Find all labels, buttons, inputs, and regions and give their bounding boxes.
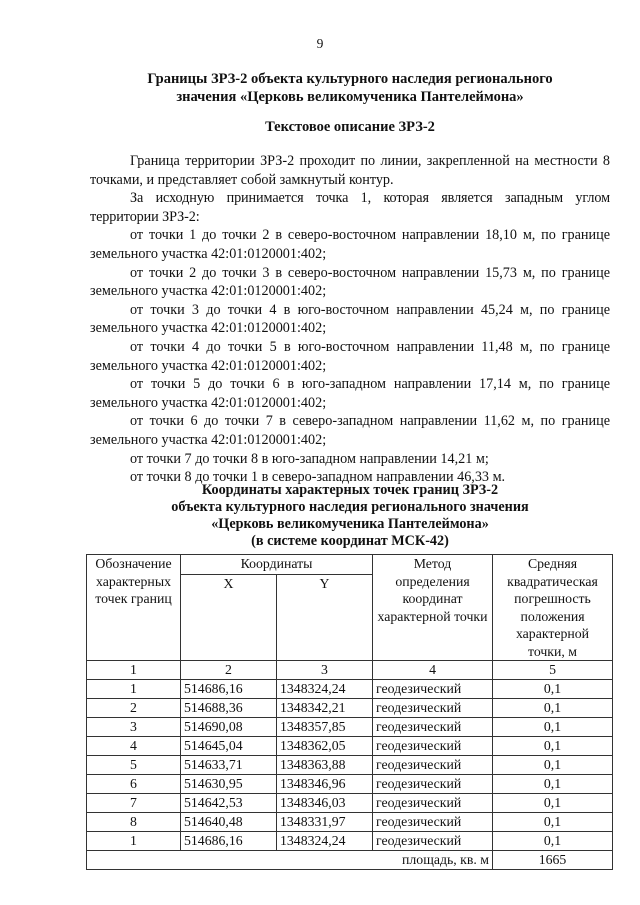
cell-error: 0,1 [493,794,613,813]
page-heading [90,70,610,106]
cell-x: 514640,48 [181,813,277,832]
cell-method: геодезический [373,832,493,851]
cell-method: геодезический [373,718,493,737]
cell-method: геодезический [373,699,493,718]
cell-x: 514686,16 [181,680,277,699]
table-row [87,794,613,813]
cell-method: геодезический [373,794,493,813]
table-row [87,832,613,851]
cell-x: 514633,71 [181,756,277,775]
cell-error: 0,1 [493,813,613,832]
paragraph: от точки 1 до точки 2 в северо-восточном направлении 18,10 м, по границе земельного участка 42:01:0120001:402; [90,227,610,262]
cell-point: 1 [87,832,181,851]
paragraph: от точки 2 до точки 3 в северо-восточном направлении 15,73 м, по границе земельного участка 42:01:0120001:402; [90,264,610,300]
table-title-line: (в системе координат МСК-42) [251,533,449,549]
cell-y: 1348346,96 [277,775,373,794]
col-number: 2 [181,661,277,680]
cell-method: геодезический [373,775,493,794]
cell-y: 1348324,24 [277,680,373,699]
heading-line: значения «Церковь великомученика Пантелеймона» [176,89,524,105]
col-header-point: Обозначение характерных точек границ [87,555,181,661]
paragraph: от точки 7 до точки 8 в юго-западном направлении 14,21 м; [130,450,489,467]
cell-y: 1348362,05 [277,737,373,756]
boundary-description [90,152,610,487]
table-title-line: «Церковь великомученика Пантелеймона» [211,516,489,532]
cell-y: 1348331,97 [277,813,373,832]
paragraph: от точки 8 до точки 1 в северо-западном направлении 46,33 м. [130,469,506,486]
col-header-y: Y [277,575,373,661]
cell-x: 514690,08 [181,718,277,737]
col-number: 3 [277,661,373,680]
table-row [87,718,613,737]
area-label: площадь, кв. м [87,851,493,870]
heading-line: Границы ЗРЗ-2 объекта культурного наследия регионального [147,71,553,87]
table-row [87,775,613,794]
cell-method: геодезический [373,680,493,699]
col-header-x: X [181,575,277,661]
cell-point: 4 [87,737,181,756]
cell-point: 1 [87,680,181,699]
paragraph: За исходную принимается точка 1, которая является западным углом территории ЗРЗ-2: [90,190,610,225]
col-number: 1 [87,661,181,680]
cell-y: 1348357,85 [277,718,373,737]
cell-error: 0,1 [493,718,613,737]
area-row [87,851,613,870]
table-row [87,699,613,718]
cell-point: 3 [87,718,181,737]
section-subheading: Текстовое описание ЗРЗ-2 [265,119,435,135]
cell-point: 2 [87,699,181,718]
cell-error: 0,1 [493,775,613,794]
table-row [87,680,613,699]
coordinates-table [86,554,613,870]
paragraph: от точки 3 до точки 4 в юго-восточном направлении 45,24 м, по границе земельного участка 42:01:0120001:402; [90,301,610,337]
cell-y: 1348363,88 [277,756,373,775]
col-number: 5 [493,661,613,680]
cell-point: 8 [87,813,181,832]
cell-y: 1348346,03 [277,794,373,813]
paragraph: от точки 4 до точки 5 в юго-восточном направлении 11,48 м, по границе земельного участка 42:01:0120001:402; [90,338,610,374]
page-number: 9 [316,36,324,51]
table-row [87,756,613,775]
area-value: 1665 [493,851,613,870]
cell-method: геодезический [373,756,493,775]
paragraph: от точки 6 до точки 7 в северо-западном направлении 11,62 м, по границе земельного участка 42:01:0120001:402; [90,413,610,448]
cell-x: 514645,04 [181,737,277,756]
paragraph: Граница территории ЗРЗ-2 проходит по линии, закрепленной на местности 8 точками, и представляет собой замкнутый контур. [90,153,610,188]
table-title-line: Координаты характерных точек границ ЗРЗ-2 [201,482,499,498]
cell-method: геодезический [373,737,493,756]
table-title-line: объекта культурного наследия регионального значения [171,499,529,515]
paragraph: от точки 5 до точки 6 в юго-западном направлении 17,14 м, по границе земельного участка 42:01:0120001:402; [90,376,610,411]
cell-y: 1348324,24 [277,832,373,851]
col-header-coordinates: Координаты [181,555,373,575]
cell-x: 514630,95 [181,775,277,794]
col-header-error: Средняя квадратическая погрешность положения характерной точки, м [493,555,613,661]
table-header-row [87,555,613,575]
cell-y: 1348342,21 [277,699,373,718]
col-header-method: Метод определения координат характерной точки [373,555,493,661]
table-row [87,813,613,832]
table-row [87,737,613,756]
cell-x: 514642,53 [181,794,277,813]
col-number: 4 [373,661,493,680]
cell-error: 0,1 [493,832,613,851]
cell-error: 0,1 [493,680,613,699]
cell-error: 0,1 [493,756,613,775]
cell-point: 7 [87,794,181,813]
cell-x: 514688,36 [181,699,277,718]
cell-x: 514686,16 [181,832,277,851]
cell-error: 0,1 [493,699,613,718]
cell-point: 5 [87,756,181,775]
cell-point: 6 [87,775,181,794]
cell-error: 0,1 [493,737,613,756]
cell-method: геодезический [373,813,493,832]
table-title [90,482,610,550]
column-number-row [87,661,613,680]
